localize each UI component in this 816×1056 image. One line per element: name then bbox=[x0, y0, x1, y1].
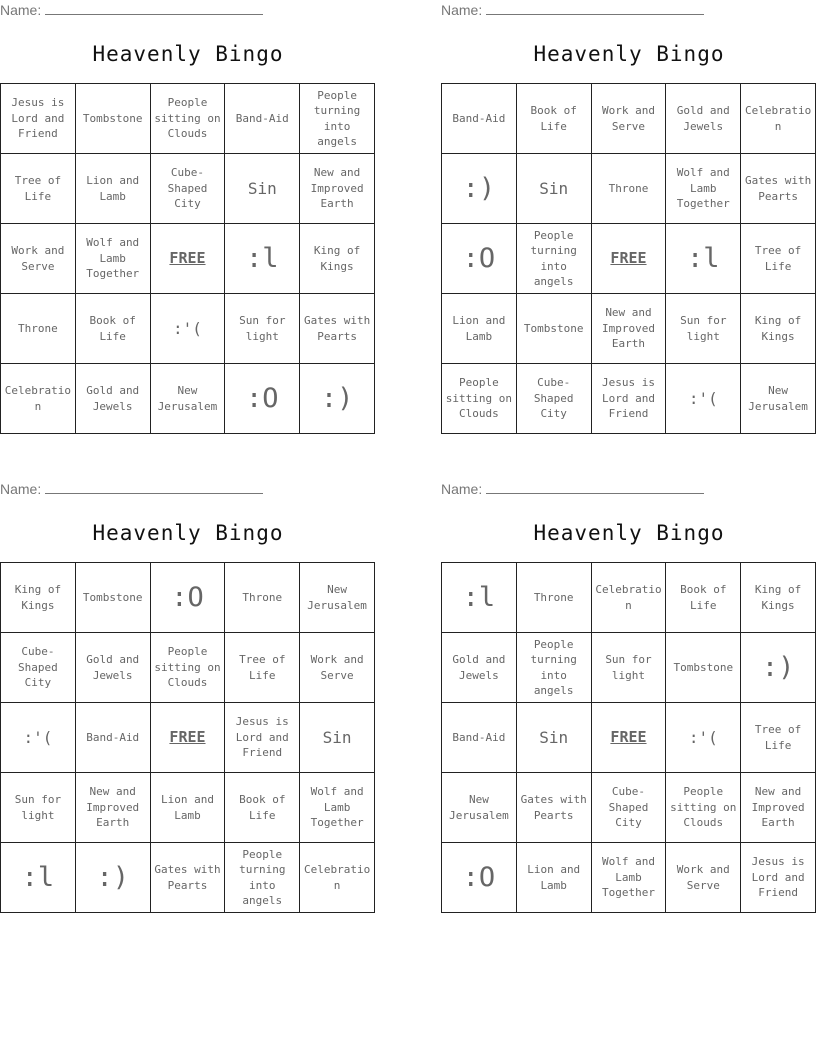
bingo-cell[interactable]: People turning into angels bbox=[300, 84, 375, 154]
bingo-cell[interactable]: New and Improved Earth bbox=[76, 773, 151, 843]
bingo-cell[interactable]: Lion and Lamb bbox=[151, 773, 226, 843]
bingo-cell[interactable]: People turning into angels bbox=[517, 633, 592, 703]
bingo-cell[interactable]: Wolf and Lamb Together bbox=[666, 154, 741, 224]
bingo-grid bbox=[0, 562, 375, 913]
bingo-cell[interactable]: :) bbox=[300, 364, 375, 434]
bingo-cell[interactable]: Tree of Life bbox=[741, 224, 816, 294]
bingo-cell[interactable]: Tree of Life bbox=[741, 703, 816, 773]
bingo-cell[interactable]: Band-Aid bbox=[442, 84, 517, 154]
bingo-cell[interactable]: Tombstone bbox=[517, 294, 592, 364]
name-field[interactable] bbox=[0, 2, 263, 18]
bingo-cell[interactable]: People sitting on Clouds bbox=[151, 633, 226, 703]
name-field[interactable] bbox=[441, 2, 704, 18]
bingo-cell[interactable]: Tree of Life bbox=[225, 633, 300, 703]
bingo-cell[interactable]: Sin bbox=[517, 154, 592, 224]
bingo-cell[interactable]: Gold and Jewels bbox=[76, 364, 151, 434]
bingo-cell[interactable]: Lion and Lamb bbox=[517, 843, 592, 913]
bingo-cell[interactable]: FREE bbox=[151, 703, 226, 773]
bingo-cell[interactable]: Band-Aid bbox=[442, 703, 517, 773]
bingo-cell[interactable]: Gates with Pearts bbox=[741, 154, 816, 224]
bingo-cell[interactable]: Book of Life bbox=[517, 84, 592, 154]
name-blank-line[interactable] bbox=[486, 2, 704, 15]
bingo-cell[interactable]: People sitting on Clouds bbox=[666, 773, 741, 843]
bingo-cell[interactable]: Throne bbox=[592, 154, 667, 224]
bingo-cell[interactable]: Lion and Lamb bbox=[442, 294, 517, 364]
bingo-cell[interactable]: New and Improved Earth bbox=[741, 773, 816, 843]
bingo-cell[interactable]: :l bbox=[225, 224, 300, 294]
bingo-cell[interactable]: :) bbox=[442, 154, 517, 224]
bingo-cell[interactable]: :O bbox=[225, 364, 300, 434]
bingo-cell[interactable]: People sitting on Clouds bbox=[151, 84, 226, 154]
bingo-cell[interactable]: :l bbox=[1, 843, 76, 913]
bingo-cell[interactable]: Gold and Jewels bbox=[666, 84, 741, 154]
bingo-cell[interactable]: Jesus is Lord and Friend bbox=[592, 364, 667, 434]
bingo-cell[interactable]: Sun for light bbox=[592, 633, 667, 703]
bingo-cell[interactable]: Throne bbox=[1, 294, 76, 364]
bingo-cell[interactable]: :'( bbox=[151, 294, 226, 364]
bingo-cell[interactable]: Wolf and Lamb Together bbox=[592, 843, 667, 913]
bingo-cell[interactable]: :O bbox=[151, 563, 226, 633]
bingo-cell[interactable]: Work and Serve bbox=[666, 843, 741, 913]
name-label: Name: bbox=[0, 2, 42, 18]
bingo-cell[interactable]: Cube-Shaped City bbox=[592, 773, 667, 843]
bingo-cell[interactable]: New and Improved Earth bbox=[592, 294, 667, 364]
bingo-cell[interactable]: Celebration bbox=[741, 84, 816, 154]
bingo-grid bbox=[441, 83, 816, 434]
bingo-cell[interactable]: Jesus is Lord and Friend bbox=[741, 843, 816, 913]
bingo-cell[interactable]: :) bbox=[76, 843, 151, 913]
bingo-cell[interactable]: Jesus is Lord and Friend bbox=[1, 84, 76, 154]
bingo-cell[interactable]: King of Kings bbox=[300, 224, 375, 294]
bingo-cell[interactable]: :) bbox=[741, 633, 816, 703]
bingo-cell[interactable]: Celebration bbox=[592, 563, 667, 633]
bingo-cell[interactable]: Wolf and Lamb Together bbox=[300, 773, 375, 843]
bingo-cell[interactable]: Jesus is Lord and Friend bbox=[225, 703, 300, 773]
bingo-cell[interactable]: Tombstone bbox=[76, 563, 151, 633]
card-title: Heavenly Bingo bbox=[533, 42, 725, 66]
bingo-cell[interactable]: Gates with Pearts bbox=[517, 773, 592, 843]
bingo-cell[interactable]: Gold and Jewels bbox=[76, 633, 151, 703]
bingo-cell[interactable]: Band-Aid bbox=[225, 84, 300, 154]
bingo-cell[interactable]: Lion and Lamb bbox=[76, 154, 151, 224]
bingo-cell[interactable]: Sun for light bbox=[666, 294, 741, 364]
name-blank-line[interactable] bbox=[486, 481, 704, 494]
name-field[interactable] bbox=[441, 481, 704, 497]
bingo-cell[interactable]: Throne bbox=[225, 563, 300, 633]
bingo-cell[interactable]: Sin bbox=[300, 703, 375, 773]
bingo-cell[interactable]: New Jerusalem bbox=[151, 364, 226, 434]
bingo-cell[interactable]: Cube-Shaped City bbox=[517, 364, 592, 434]
name-label: Name: bbox=[441, 481, 483, 497]
bingo-cell[interactable]: Gold and Jewels bbox=[442, 633, 517, 703]
bingo-grid bbox=[441, 562, 816, 913]
bingo-cell[interactable]: King of Kings bbox=[741, 563, 816, 633]
name-blank-line[interactable] bbox=[45, 2, 263, 15]
bingo-cell[interactable]: Work and Serve bbox=[300, 633, 375, 703]
bingo-cell[interactable]: Band-Aid bbox=[76, 703, 151, 773]
bingo-cell[interactable]: Sin bbox=[225, 154, 300, 224]
bingo-cell[interactable]: People sitting on Clouds bbox=[442, 364, 517, 434]
bingo-cell[interactable]: Cube-Shaped City bbox=[1, 633, 76, 703]
bingo-cell[interactable]: :'( bbox=[666, 703, 741, 773]
bingo-cell[interactable]: Work and Serve bbox=[592, 84, 667, 154]
bingo-cell[interactable]: Sin bbox=[517, 703, 592, 773]
bingo-cell[interactable]: :O bbox=[442, 843, 517, 913]
bingo-cell[interactable]: Tombstone bbox=[666, 633, 741, 703]
bingo-cell[interactable]: Work and Serve bbox=[1, 224, 76, 294]
name-label: Name: bbox=[441, 2, 483, 18]
bingo-cell[interactable]: Book of Life bbox=[225, 773, 300, 843]
bingo-cell[interactable]: Sun for light bbox=[1, 773, 76, 843]
bingo-cell[interactable]: New Jerusalem bbox=[442, 773, 517, 843]
bingo-grid bbox=[0, 83, 375, 434]
bingo-cell[interactable]: Sun for light bbox=[225, 294, 300, 364]
bingo-cell[interactable]: FREE bbox=[592, 703, 667, 773]
name-field[interactable] bbox=[0, 481, 263, 497]
bingo-cell[interactable]: Throne bbox=[517, 563, 592, 633]
bingo-cell[interactable]: :'( bbox=[1, 703, 76, 773]
bingo-cell[interactable]: FREE bbox=[151, 224, 226, 294]
bingo-cell[interactable]: Book of Life bbox=[76, 294, 151, 364]
bingo-cell[interactable]: Wolf and Lamb Together bbox=[76, 224, 151, 294]
bingo-cell[interactable]: Tombstone bbox=[76, 84, 151, 154]
bingo-cell[interactable]: :l bbox=[666, 224, 741, 294]
bingo-cell[interactable]: Celebration bbox=[1, 364, 76, 434]
bingo-cell[interactable]: People turning into angels bbox=[225, 843, 300, 913]
bingo-cell[interactable]: Tree of Life bbox=[1, 154, 76, 224]
bingo-cell[interactable]: Book of Life bbox=[666, 563, 741, 633]
card-title: Heavenly Bingo bbox=[533, 521, 725, 545]
bingo-cell[interactable]: Cube-Shaped City bbox=[151, 154, 226, 224]
name-blank-line[interactable] bbox=[45, 481, 263, 494]
card-title: Heavenly Bingo bbox=[92, 521, 284, 545]
bingo-cell[interactable]: :O bbox=[442, 224, 517, 294]
bingo-cell[interactable]: Celebration bbox=[300, 843, 375, 913]
card-title: Heavenly Bingo bbox=[92, 42, 284, 66]
bingo-cell[interactable]: King of Kings bbox=[1, 563, 76, 633]
bingo-cell[interactable]: People turning into angels bbox=[517, 224, 592, 294]
bingo-cell[interactable]: King of Kings bbox=[741, 294, 816, 364]
bingo-cell[interactable]: Gates with Pearts bbox=[300, 294, 375, 364]
bingo-cell[interactable]: New Jerusalem bbox=[300, 563, 375, 633]
bingo-cell[interactable]: New and Improved Earth bbox=[300, 154, 375, 224]
bingo-cell[interactable]: FREE bbox=[592, 224, 667, 294]
bingo-cell[interactable]: New Jerusalem bbox=[741, 364, 816, 434]
bingo-cell[interactable]: :l bbox=[442, 563, 517, 633]
bingo-cell[interactable]: Gates with Pearts bbox=[151, 843, 226, 913]
bingo-cell[interactable]: :'( bbox=[666, 364, 741, 434]
name-label: Name: bbox=[0, 481, 42, 497]
